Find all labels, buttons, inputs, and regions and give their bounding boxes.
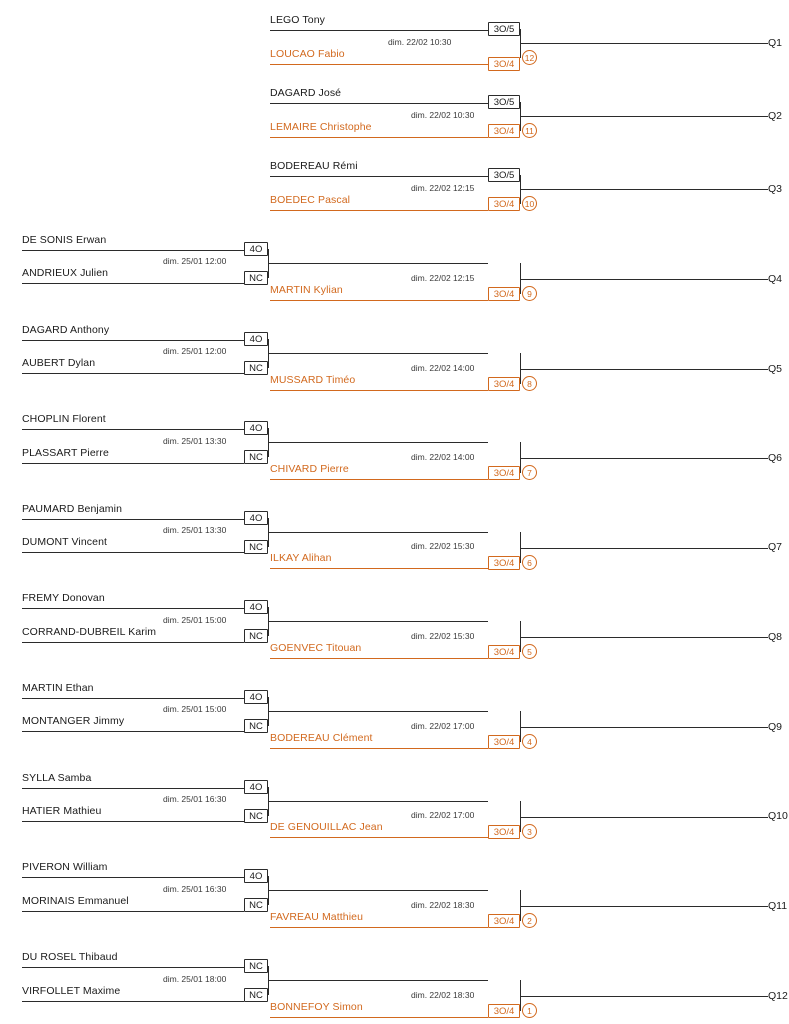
player-name[interactable]: CHOPLIN Florent	[22, 413, 106, 425]
player-underline	[22, 608, 244, 609]
player-name[interactable]: FAVREAU Matthieu	[270, 911, 364, 923]
bracket-connector	[268, 353, 488, 354]
bracket-connector	[268, 890, 488, 891]
score-box: 3O/4	[488, 466, 520, 480]
qualifier-label: Q6	[768, 452, 783, 464]
seed-badge: 6	[522, 555, 537, 570]
bracket-connector	[520, 189, 768, 190]
score-box: 3O/4	[488, 645, 520, 659]
player-underline	[22, 340, 244, 341]
bracket-connector	[520, 637, 768, 638]
player-underline	[22, 821, 244, 822]
bracket-connector	[268, 980, 488, 981]
seed-badge: 12	[522, 50, 537, 65]
player-underline	[270, 30, 488, 31]
player-underline	[270, 1017, 488, 1018]
match-date: dim. 22/02 15:30	[411, 631, 475, 641]
seed-badge: 3	[522, 824, 537, 839]
qualifier-label: Q12	[768, 990, 788, 1002]
player-underline	[22, 698, 244, 699]
player-underline	[270, 300, 488, 301]
score-box: 3O/4	[488, 197, 520, 211]
player-name[interactable]: MONTANGER Jimmy	[22, 715, 125, 727]
match-date: dim. 22/02 14:00	[411, 452, 475, 462]
player-name[interactable]: LEMAIRE Christophe	[270, 121, 372, 133]
match-date: dim. 25/01 12:00	[163, 256, 227, 266]
seed-badge: 5	[522, 644, 537, 659]
score-box: NC	[244, 540, 268, 554]
score-box: NC	[244, 898, 268, 912]
player-name[interactable]: SYLLA Samba	[22, 772, 92, 784]
bracket-connector	[520, 548, 768, 549]
seed-badge: 2	[522, 913, 537, 928]
score-box: NC	[244, 719, 268, 733]
seed-badge: 11	[522, 123, 537, 138]
player-underline	[22, 552, 244, 553]
seed-badge: 8	[522, 376, 537, 391]
player-name[interactable]: MARTIN Kylian	[270, 284, 343, 296]
match-date: dim. 25/01 12:00	[163, 346, 227, 356]
match-date: dim. 22/02 17:00	[411, 810, 475, 820]
player-underline	[270, 568, 488, 569]
seed-badge: 10	[522, 196, 537, 211]
player-name[interactable]: DE GENOUILLAC Jean	[270, 821, 383, 833]
bracket-connector	[268, 532, 488, 533]
score-box: 4O	[244, 511, 268, 525]
score-box: 4O	[244, 421, 268, 435]
match-date: dim. 25/01 16:30	[163, 884, 227, 894]
bracket-connector	[268, 263, 488, 264]
player-name[interactable]: DE SONIS Erwan	[22, 234, 107, 246]
bracket-connector	[520, 817, 768, 818]
player-name[interactable]: BODEREAU Rémi	[270, 160, 358, 172]
score-box: NC	[244, 361, 268, 375]
player-name[interactable]: HATIER Mathieu	[22, 805, 102, 817]
player-underline	[270, 176, 488, 177]
score-box: NC	[244, 809, 268, 823]
qualifier-label: Q9	[768, 721, 783, 733]
player-underline	[270, 390, 488, 391]
bracket-connector	[520, 996, 768, 997]
player-name[interactable]: PAUMARD Benjamin	[22, 503, 123, 515]
player-name[interactable]: CORRAND-DUBREIL Karim	[22, 626, 157, 638]
score-box: 3O/4	[488, 556, 520, 570]
score-box: 3O/4	[488, 1004, 520, 1018]
player-underline	[22, 250, 244, 251]
match-date: dim. 22/02 18:30	[411, 900, 475, 910]
player-underline	[270, 837, 488, 838]
bracket-connector	[268, 621, 488, 622]
match-date: dim. 22/02 12:15	[411, 273, 475, 283]
match-date: dim. 22/02 15:30	[411, 541, 475, 551]
bracket-connector	[520, 906, 768, 907]
player-underline	[270, 658, 488, 659]
player-name[interactable]: GOENVEC Titouan	[270, 642, 362, 654]
player-underline	[270, 137, 488, 138]
match-date: dim. 25/01 18:00	[163, 974, 227, 984]
qualifier-label: Q7	[768, 541, 783, 553]
player-underline	[22, 967, 244, 968]
player-name[interactable]: CHIVARD Pierre	[270, 463, 349, 475]
bracket-connector	[520, 369, 768, 370]
player-underline	[270, 748, 488, 749]
player-name[interactable]: MORINAIS Emmanuel	[22, 895, 129, 907]
score-box: NC	[244, 988, 268, 1002]
qualifier-label: Q11	[768, 900, 788, 912]
bracket-connector	[520, 116, 768, 117]
bracket-connector	[268, 801, 488, 802]
player-name[interactable]: BODEREAU Clément	[270, 732, 373, 744]
score-box: NC	[244, 271, 268, 285]
player-name[interactable]: LEGO Tony	[270, 14, 325, 26]
player-underline	[270, 479, 488, 480]
score-box: 3O/5	[488, 168, 520, 182]
match-date: dim. 25/01 15:00	[163, 704, 227, 714]
score-box: 4O	[244, 242, 268, 256]
match-date: dim. 22/02 18:30	[411, 990, 475, 1000]
player-underline	[22, 1001, 244, 1002]
seed-badge: 9	[522, 286, 537, 301]
player-name[interactable]: DAGARD José	[270, 87, 342, 99]
player-underline	[22, 283, 244, 284]
match-date: dim. 22/02 10:30	[388, 37, 452, 47]
player-name[interactable]: LOUCAO Fabio	[270, 48, 345, 60]
player-name[interactable]: FREMY Donovan	[22, 592, 105, 604]
match-date: dim. 25/01 13:30	[163, 525, 227, 535]
player-name[interactable]: BOEDEC Pascal	[270, 194, 351, 206]
score-box: 3O/4	[488, 735, 520, 749]
score-box: 4O	[244, 690, 268, 704]
score-box: 4O	[244, 780, 268, 794]
player-name[interactable]: AUBERT Dylan	[22, 357, 96, 369]
score-box: NC	[244, 959, 268, 973]
player-underline	[22, 788, 244, 789]
score-box: 3O/5	[488, 22, 520, 36]
match-date: dim. 25/01 13:30	[163, 436, 227, 446]
match-date: dim. 22/02 12:15	[411, 183, 475, 193]
qualifier-label: Q3	[768, 183, 783, 195]
qualifier-label: Q1	[768, 37, 783, 49]
score-box: 4O	[244, 600, 268, 614]
score-box: 3O/5	[488, 95, 520, 109]
player-underline	[22, 429, 244, 430]
player-name[interactable]: BONNEFOY Simon	[270, 1001, 363, 1013]
seed-badge: 4	[522, 734, 537, 749]
player-underline	[270, 927, 488, 928]
score-box: 4O	[244, 332, 268, 346]
qualifier-label: Q5	[768, 363, 783, 375]
player-underline	[270, 210, 488, 211]
bracket-connector	[520, 279, 768, 280]
match-date: dim. 25/01 16:30	[163, 794, 227, 804]
score-box: NC	[244, 450, 268, 464]
qualifier-label: Q2	[768, 110, 783, 122]
score-box: 3O/4	[488, 377, 520, 391]
seed-badge: 1	[522, 1003, 537, 1018]
match-date: dim. 22/02 10:30	[411, 110, 475, 120]
player-underline	[22, 642, 244, 643]
score-box: 3O/4	[488, 825, 520, 839]
player-name[interactable]: DAGARD Anthony	[22, 324, 110, 336]
player-underline	[270, 64, 488, 65]
player-underline	[22, 519, 244, 520]
player-underline	[22, 877, 244, 878]
player-name[interactable]: VIRFOLLET Maxime	[22, 985, 121, 997]
score-box: 3O/4	[488, 287, 520, 301]
match-date: dim. 22/02 14:00	[411, 363, 475, 373]
score-box: 3O/4	[488, 57, 520, 71]
player-underline	[22, 731, 244, 732]
score-box: 3O/4	[488, 914, 520, 928]
player-name[interactable]: MUSSARD Timéo	[270, 374, 356, 386]
player-underline	[270, 103, 488, 104]
player-name[interactable]: ILKAY Alihan	[270, 552, 332, 564]
score-box: 3O/4	[488, 124, 520, 138]
qualifier-label: Q4	[768, 273, 783, 285]
player-underline	[22, 373, 244, 374]
qualifier-label: Q8	[768, 631, 783, 643]
score-box: NC	[244, 629, 268, 643]
player-name[interactable]: PIVERON William	[22, 861, 108, 873]
bracket-connector	[520, 727, 768, 728]
bracket-connector	[520, 43, 768, 44]
player-underline	[22, 463, 244, 464]
player-underline	[22, 911, 244, 912]
match-date: dim. 22/02 17:00	[411, 721, 475, 731]
match-date: dim. 25/01 15:00	[163, 615, 227, 625]
bracket-connector	[520, 458, 768, 459]
player-name[interactable]: DUMONT Vincent	[22, 536, 108, 548]
player-name[interactable]: ANDRIEUX Julien	[22, 267, 109, 279]
bracket-connector	[268, 711, 488, 712]
seed-badge: 7	[522, 465, 537, 480]
score-box: 4O	[244, 869, 268, 883]
player-name[interactable]: DU ROSEL Thibaud	[22, 951, 118, 963]
player-name[interactable]: PLASSART Pierre	[22, 447, 109, 459]
player-name[interactable]: MARTIN Ethan	[22, 682, 94, 694]
qualifier-label: Q10	[768, 810, 788, 822]
bracket-connector	[268, 442, 488, 443]
